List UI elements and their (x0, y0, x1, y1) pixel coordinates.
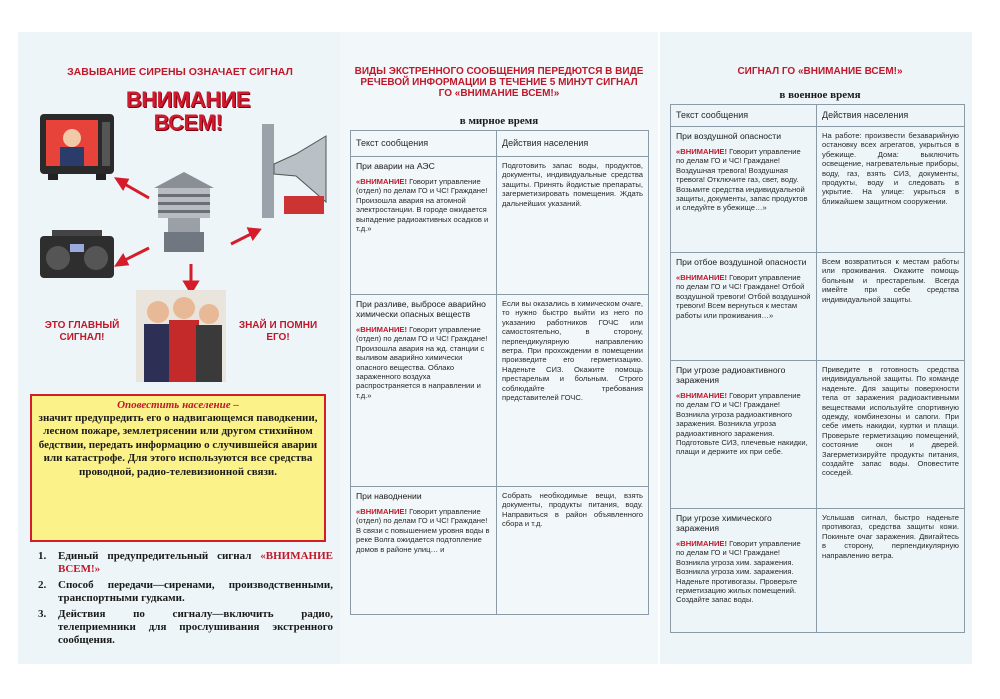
message-body: Говорит управление (отдел) по делам ГО и ЧС! Граждане! В связи с повышением уровня воды в реке Волга ожидается подтопление домов в районе улиц… и (356, 507, 490, 554)
message-body: Говорит управление по делам ГО и ЧС! Граждане! Отбой воздушной тревоги! Отбой воздушной тревоги! Всем вернуться к местам работы или проживания…» (676, 273, 811, 320)
panel-middle (340, 32, 658, 664)
situation-title: При воздушной опасности (676, 131, 782, 141)
list-item-number: 1. (38, 550, 47, 562)
list-item-number: 3. (38, 608, 47, 620)
action-text: Подготовить запас воды, продуктов, документы, индивидуальные средства защиты. Принять йодистые препараты, загерметизировать помещения. Ждать дальнейших указаний. (497, 157, 649, 295)
wartime-subheading: в военное время (779, 89, 861, 101)
loudspeaker-icon (256, 124, 336, 218)
column-header-message: Текст сообщения (351, 131, 497, 157)
list-item-text: Действия по сигналу—включить радио, телеприемники для прослушивания экстренного сообщения. (58, 608, 333, 646)
message-text (676, 273, 811, 320)
notify-title: Оповестить население – (117, 399, 239, 411)
table-row (671, 361, 965, 509)
table-row (351, 157, 649, 295)
radio-icon (38, 228, 118, 282)
main-signal-label: ЭТО ГЛАВНЫЙ СИГНАЛ! (44, 320, 120, 343)
table-row (351, 487, 649, 615)
peacetime-table (350, 130, 649, 615)
column-header-action: Действия населения (497, 131, 649, 157)
message-body: Говорит управление (отдел) по делам ГО и ЧС! Граждане! Произошла авария на жд. станции с выливом аварийно химически опасного вещества. Облако зараженного воздуха распространяется в направлении и т.д.» (356, 325, 488, 400)
siren-headline: ЗАВЫВАНИЕ СИРЕНЫ ОЗНАЧАЕТ СИГНАЛ (67, 66, 293, 78)
message-body: Говорит управление по делам ГО и ЧС! Граждане! Возникла угроза хим. заражения. Возникла угроза хим. заражения. Наденьте противогазы. Проверьте герметизацию жилых помещений. Создайте запас воды. (676, 539, 801, 605)
action-text: Приведите в готовность средства индивидуальной защиты. По команде наденьте. Для защиты поверхности тела от заражения радиоактивными веществами используйте спортивную одежду, комбинезоны и сапоги. При себе иметь накидки, куртки и плащи. Проверьте герметизацию помещений, состояние окон и дверей. Загерметизируйте продукты питания, создайте запас воды. Оповестите соседей. (817, 361, 965, 509)
alert-word: «ВНИМАНИЕ! (356, 325, 407, 334)
situation-title: При угрозе радиоактивного заражения (676, 365, 786, 385)
message-text (676, 539, 811, 605)
situation-title: При угрозе химического заражения (676, 513, 772, 533)
notify-population-box (30, 394, 326, 542)
message-body: Говорит управление по делам ГО и ЧС! Граждане! Возникла угроза радиоактивного заражения. Возникла угроза радиоактивного заражения. Подготовьте СИЗ, плечевые накидки, плащи и держите их при себе. (676, 391, 808, 457)
message-body: Говорит управление по делам ГО и ЧС! Граждане! Воздушная тревога! Воздушная тревога! Отключите газ, свет, воду. Возьмите средства индивидуальной защиты, документы, запас продуктов и следуйте в убежище…» (676, 147, 808, 213)
list-item-highlight: «ВНИМАНИЕ ВСЕМ!» (58, 550, 334, 575)
message-text (356, 507, 491, 554)
message-types-heading: ВИДЫ ЭКСТРЕННОГО СООБЩЕНИЯ ПЕРЕДЮТСЯ В ВИДЕ РЕЧЕВОЙ ИНФОРМАЦИИ В ТЕЧЕНИЕ 5 МИНУТ СИГНАЛ ГО «ВНИМАНИЕ ВСЕМ!» (354, 66, 644, 99)
list-item (38, 579, 333, 605)
table-row (671, 127, 965, 253)
alert-word: «ВНИМАНИЕ! (676, 391, 727, 400)
message-text (676, 147, 811, 213)
message-text (356, 325, 491, 400)
big-signal-title (118, 88, 258, 134)
remember-label: ЗНАЙ И ПОМНИ ЕГО! (238, 320, 318, 343)
list-item (38, 550, 333, 576)
table-row (671, 509, 965, 633)
table-row (671, 253, 965, 361)
message-text (356, 177, 491, 233)
list-item-text: Единый предупредительный сигнал (58, 550, 252, 562)
message-body: Говорит управление (отдел) по делам ГО и ЧС! Граждане! Произошла авария на атомной электростанции. В городе ожидается выпадение радиоактивных осадков и т.д.» (356, 177, 489, 234)
big-signal-line2: ВСЕМ! (153, 110, 223, 135)
alert-word: «ВНИМАНИЕ! (676, 147, 727, 156)
situation-title: При аварии на АЭС (356, 161, 435, 171)
alert-word: «ВНИМАНИЕ! (356, 177, 407, 186)
panel-left (18, 32, 340, 664)
column-header-message: Текст сообщения (671, 105, 817, 127)
peacetime-subheading: в мирное время (459, 115, 539, 127)
list-item (38, 608, 333, 647)
action-text: Всем возвратиться к местам работы или проживания. Окажите помощь больным и престарелым. Всегда имейте при себе средства индивидуальной защиты. (817, 253, 965, 361)
situation-title: При разливе, выбросе аварийно химически опасных веществ (356, 299, 486, 319)
people-illustration (136, 290, 226, 382)
signal-facts-list (38, 550, 333, 650)
situation-title: При наводнении (356, 491, 422, 501)
action-text: Если вы оказались в химическом очаге, то нужно быстро выйти из него по указанию работников ГОЧС или самостоятельно, в сторону, перпендикулярную направлению ветра. При прохождении в помещении произведите его герметизацию. Наденьте СИЗ. Окажите помощь престарелым и больным. Строго соблюдайте требования представителей ГОЧС. (497, 295, 649, 487)
list-item-number: 2. (38, 579, 47, 591)
situation-title: При отбое воздушной опасности (676, 257, 807, 267)
signal-arrows (113, 152, 263, 292)
table-row (351, 295, 649, 487)
notify-text: значит предупредить его о надвигающемся паводкении, лесном пожаре, землетрясении или другом стихийном бедствии, передать информацию о случившейся аварии или катастрофе. Для этого используются все средства проводной, радио-телевизионной связи. (38, 412, 318, 478)
action-text: На работе: произвести безаварийную остановку всех агрегатов, укрыться в убежище. Дома: выключить освещение, нагревательные приборы, воду, газ, взять СИЗ, документы, продукты, воду и следовать в укрытие. На улице: укрыться в ближайшем защитном сооружении. (817, 127, 965, 253)
wartime-heading: СИГНАЛ ГО «ВНИМАНИЕ ВСЕМ!» (737, 66, 903, 77)
column-header-action: Действия населения (817, 105, 965, 127)
table-header-row (351, 131, 649, 157)
wartime-table (670, 104, 965, 633)
alert-word: «ВНИМАНИЕ! (676, 273, 727, 282)
panel-right (660, 32, 972, 664)
list-item-text: Способ передачи—сиренами, производственными, транспортными гудками. (58, 579, 333, 604)
big-signal-line1: ВНИМАНИЕ (125, 87, 251, 112)
alert-word: «ВНИМАНИЕ! (676, 539, 727, 548)
table-header-row (671, 105, 965, 127)
message-text (676, 391, 811, 457)
action-text: Услышав сигнал, быстро наденьте противогаз, средства защиты кожи. Покиньте очаг заражения. Двигайтесь в сторону, перпендикулярную направлению ветра. (817, 509, 965, 633)
action-text: Собрать необходимые вещи, взять документы, продукты питания, воду. Направиться в район объявленного сбора и т.д. (497, 487, 649, 615)
alert-word: «ВНИМАНИЕ! (356, 507, 407, 516)
tv-icon (38, 112, 118, 182)
